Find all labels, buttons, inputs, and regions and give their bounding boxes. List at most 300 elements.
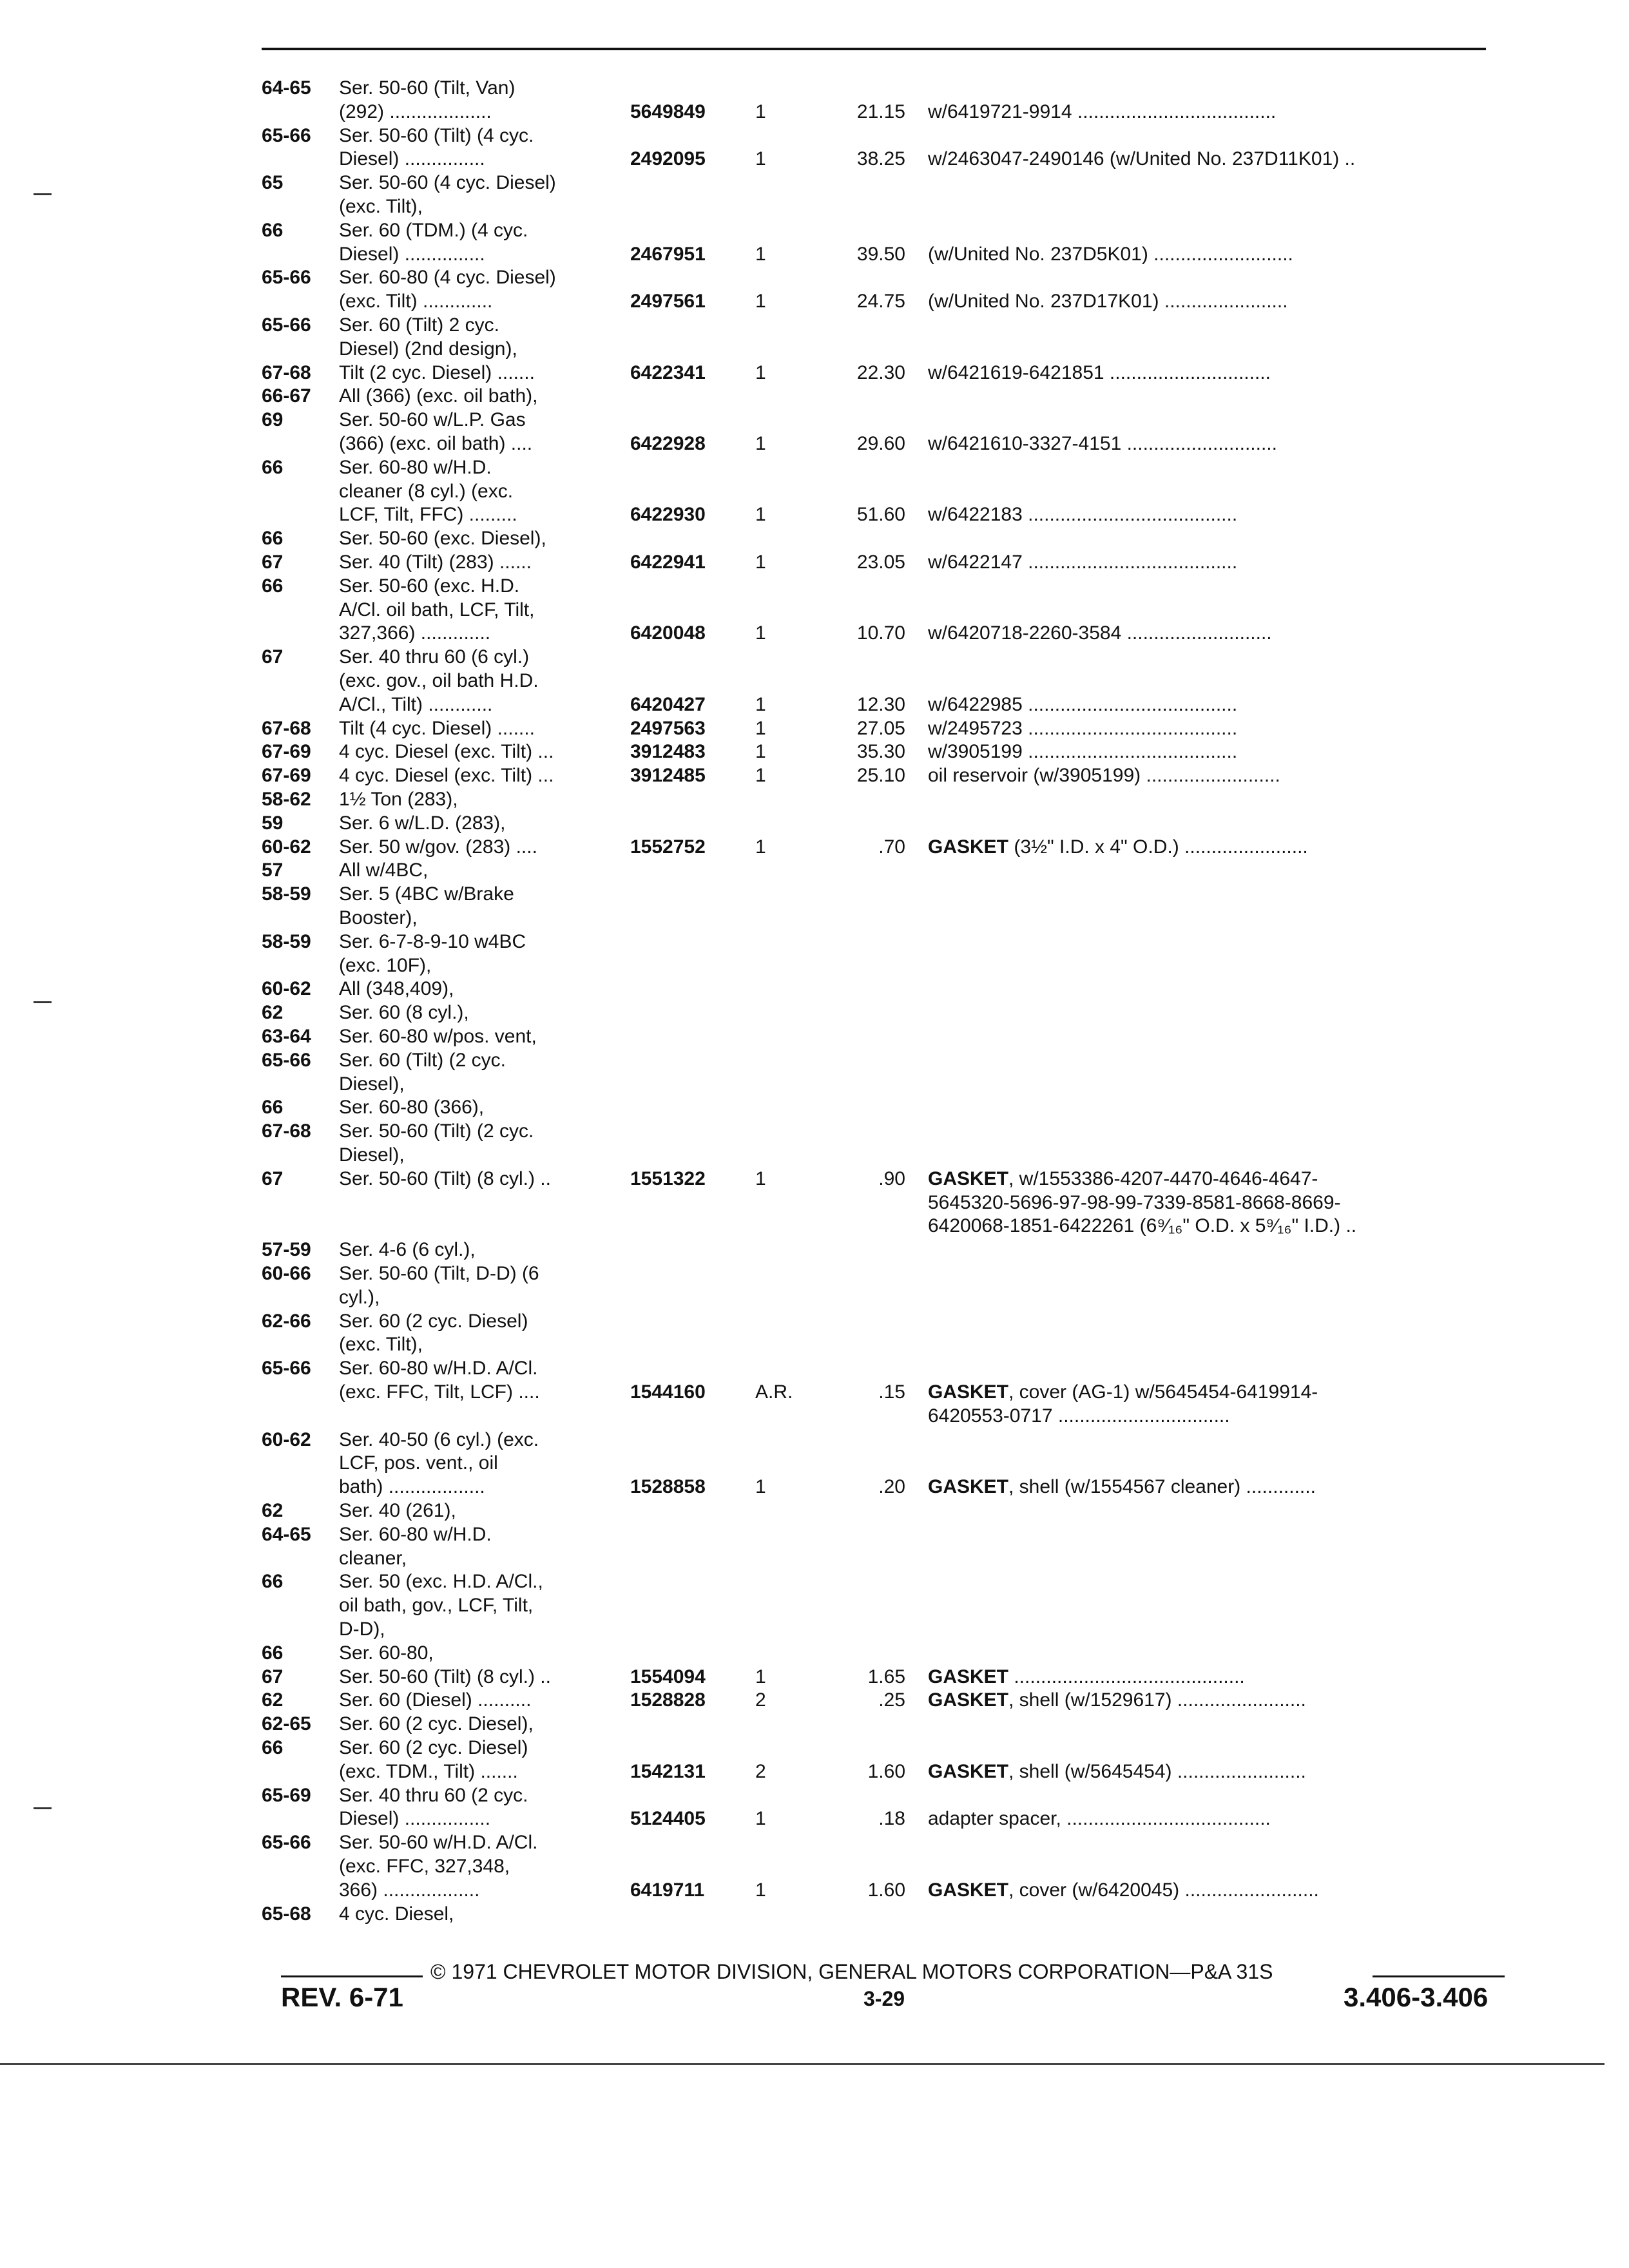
- price: 1.65: [867, 1666, 905, 1687]
- page-number: 3-29: [863, 1987, 905, 2010]
- description: (exc. Tilt),: [339, 196, 423, 217]
- description: Ser. 4-6 (6 cyl.),: [339, 1239, 476, 1261]
- item-name: GASKET: [928, 1381, 1009, 1403]
- year-range: 65-66: [262, 314, 311, 336]
- description: (exc. Tilt) .............: [339, 291, 493, 312]
- description: Ser. 40 thru 60 (2 cyc.: [339, 1784, 528, 1806]
- table-row: [0, 1380, 1629, 1404]
- year-range: 66: [262, 575, 284, 597]
- remarks: GASKET, shell (w/1554567 cleaner) .............: [928, 1476, 1316, 1498]
- quantity: 1: [755, 504, 766, 526]
- description: Ser. 50-60 (Tilt) (8 cyl.) ..: [339, 1666, 551, 1687]
- table-row: [0, 147, 1629, 171]
- price: .70: [878, 836, 905, 858]
- table-row: [0, 740, 1629, 764]
- year-range: 58-59: [262, 883, 311, 905]
- price: 38.25: [856, 148, 905, 170]
- part-number: 1554094: [630, 1666, 706, 1687]
- table-row: [0, 787, 1629, 811]
- description: (exc. TDM., Tilt) .......: [339, 1760, 518, 1782]
- table-row: [0, 1309, 1629, 1333]
- table-row: [0, 764, 1629, 787]
- table-row: [0, 479, 1629, 503]
- year-range: 59: [262, 812, 284, 834]
- remarks: w/6419721-9914 .....................................: [928, 101, 1277, 122]
- table-row: [0, 100, 1629, 124]
- year-range: 62-65: [262, 1713, 311, 1735]
- description: Ser. 50-60 (Tilt) (4 cyc.: [339, 124, 534, 146]
- description: 4 cyc. Diesel,: [339, 1903, 454, 1925]
- description: Ser. 60 (Tilt) (2 cyc.: [339, 1049, 506, 1071]
- part-number: 6420427: [630, 693, 706, 715]
- copyright-line: © 1971 CHEVROLET MOTOR DIVISION, GENERAL MOTORS CORPORATION—P&A 31S: [430, 1960, 1273, 1983]
- description: LCF, pos. vent., oil: [339, 1452, 498, 1474]
- table-row: [0, 1854, 1629, 1878]
- description: Diesel),: [339, 1144, 405, 1166]
- part-number: 1542131: [630, 1760, 706, 1782]
- remarks: (w/United No. 237D17K01) .......................: [928, 291, 1288, 312]
- quantity: 1: [755, 1808, 766, 1830]
- part-number: 3912483: [630, 741, 706, 763]
- part-number: 5124405: [630, 1808, 706, 1830]
- description: Ser. 5 (4BC w/Brake: [339, 883, 514, 905]
- year-range: 60-62: [262, 978, 311, 1000]
- table-row: [0, 1807, 1629, 1831]
- year-range: 67-69: [262, 765, 311, 787]
- year-range: 62: [262, 1689, 284, 1711]
- revision-label: REV. 6-71: [281, 1982, 403, 2012]
- year-range: 67: [262, 1168, 284, 1189]
- quantity: 1: [755, 836, 766, 858]
- description: (exc. Tilt),: [339, 1334, 423, 1356]
- price: 35.30: [856, 741, 905, 763]
- year-range: 62: [262, 1002, 284, 1024]
- description: Ser. 50-60 (Tilt, Van): [339, 77, 516, 99]
- price: 22.30: [856, 361, 905, 383]
- description: All (348,409),: [339, 978, 454, 1000]
- remarks: GASKET ...........................................: [928, 1666, 1245, 1687]
- price: .20: [878, 1476, 905, 1498]
- price: 21.15: [856, 101, 905, 122]
- description: Ser. 6-7-8-9-10 w4BC: [339, 930, 526, 952]
- year-range: 65-69: [262, 1784, 311, 1806]
- description: cyl.),: [339, 1286, 380, 1308]
- table-row: [0, 242, 1629, 266]
- table-row: [0, 1783, 1629, 1807]
- remarks: w/6421610-3327-4151 ............................: [928, 433, 1277, 454]
- description: Ser. 60-80 (366),: [339, 1097, 485, 1119]
- description: Diesel) (2nd design),: [339, 338, 517, 360]
- description: 327,366) .............: [339, 622, 491, 644]
- year-range: 69: [262, 409, 284, 431]
- year-range: 66: [262, 219, 284, 241]
- table-row: [0, 384, 1629, 408]
- description: 1½ Ton (283),: [339, 789, 458, 810]
- table-row: [0, 1570, 1629, 1593]
- table-row: [0, 289, 1629, 313]
- remarks: GASKET, w/1553386-4207-4470-4646-4647-: [928, 1168, 1318, 1189]
- table-row: [0, 218, 1629, 242]
- price: 29.60: [856, 433, 905, 454]
- year-range: 65-66: [262, 1832, 311, 1854]
- table-row: [0, 1878, 1629, 1902]
- price: .18: [878, 1808, 905, 1830]
- table-row: [0, 977, 1629, 1001]
- remarks: GASKET, shell (w/1529617) ........................: [928, 1689, 1306, 1711]
- year-range: 65: [262, 172, 284, 194]
- price: 25.10: [856, 765, 905, 787]
- part-number: 6422941: [630, 552, 706, 573]
- description: (292) ...................: [339, 101, 492, 122]
- table-row: [0, 669, 1629, 693]
- description: Ser. 60-80 w/pos. vent,: [339, 1026, 537, 1047]
- description: LCF, Tilt, FFC) .........: [339, 504, 517, 526]
- year-range: 57-59: [262, 1239, 311, 1261]
- table-row: [0, 1238, 1629, 1262]
- table-row: [0, 598, 1629, 622]
- table-row: [0, 408, 1629, 432]
- price: .15: [878, 1381, 905, 1403]
- table-row: [0, 1285, 1629, 1309]
- table-row: [0, 1001, 1629, 1024]
- price: .25: [878, 1689, 905, 1711]
- top-rule: [262, 48, 1486, 50]
- year-range: 60-62: [262, 1428, 311, 1450]
- description: Ser. 60-80 (4 cyc. Diesel): [339, 267, 556, 289]
- remarks: w/6422985 .......................................: [928, 693, 1238, 715]
- description: Ser. 50 (exc. H.D. A/Cl.,: [339, 1571, 543, 1593]
- year-range: 64-65: [262, 77, 311, 99]
- part-number: 3912485: [630, 765, 706, 787]
- table-row: [0, 1191, 1629, 1215]
- description: A/Cl., Tilt) ............: [339, 693, 493, 715]
- description: (exc. gov., oil bath H.D.: [339, 670, 539, 691]
- year-range: 66: [262, 1642, 284, 1664]
- year-range: 66: [262, 456, 284, 478]
- item-name: GASKET: [928, 1476, 1009, 1498]
- price: 1.60: [867, 1760, 905, 1782]
- table-row: [0, 337, 1629, 361]
- description: Ser. 50-60 (exc. H.D.: [339, 575, 520, 597]
- remarks: (w/United No. 237D5K01) ..........................: [928, 243, 1293, 265]
- part-number: 2497561: [630, 291, 706, 312]
- part-number: 5649849: [630, 101, 706, 122]
- item-name: GASKET: [928, 1760, 1009, 1782]
- description: Ser. 60 (TDM.) (4 cyc.: [339, 219, 528, 241]
- table-row: [0, 645, 1629, 669]
- table-row: [0, 882, 1629, 906]
- table-row: [0, 1143, 1629, 1167]
- quantity: 1: [755, 765, 766, 787]
- quantity: 1: [755, 291, 766, 312]
- table-row: [0, 1072, 1629, 1096]
- table-row: [0, 1214, 1629, 1238]
- quantity: 1: [755, 1666, 766, 1687]
- description: (exc. FFC, Tilt, LCF) ....: [339, 1381, 540, 1403]
- description: bath) ..................: [339, 1476, 485, 1498]
- year-range: 67: [262, 552, 284, 573]
- price: 27.05: [856, 717, 905, 739]
- table-row: [0, 432, 1629, 456]
- part-number: 6422928: [630, 433, 706, 454]
- description: Ser. 60 (Tilt) 2 cyc.: [339, 314, 499, 336]
- year-range: 66: [262, 1571, 284, 1593]
- description: Booster),: [339, 907, 418, 928]
- description: Tilt (4 cyc. Diesel) .......: [339, 717, 535, 739]
- table-row: [0, 1167, 1629, 1191]
- table-row: [0, 1688, 1629, 1712]
- quantity: 2: [755, 1760, 766, 1782]
- description: Ser. 60-80 w/H.D.: [339, 1523, 492, 1545]
- quantity: A.R.: [755, 1381, 793, 1403]
- table-row: [0, 124, 1629, 148]
- table-row: [0, 195, 1629, 218]
- remarks: 5645320-5696-97-98-99-7339-8581-8668-8669-: [928, 1191, 1341, 1213]
- description: All w/4BC,: [339, 860, 429, 881]
- quantity: 1: [755, 741, 766, 763]
- description: Diesel),: [339, 1073, 405, 1095]
- item-name: GASKET: [928, 836, 1009, 858]
- description: Ser. 60 (2 cyc. Diesel): [339, 1737, 528, 1758]
- description: D-D),: [339, 1619, 385, 1640]
- description: Ser. 50-60 (Tilt, D-D) (6: [339, 1263, 539, 1284]
- table-row: [0, 1499, 1629, 1523]
- table-row: [0, 313, 1629, 337]
- part-number: 6422341: [630, 361, 706, 383]
- part-number: 6419711: [630, 1879, 705, 1901]
- description: Ser. 50-60 (4 cyc. Diesel): [339, 172, 556, 194]
- part-number: 1551322: [630, 1168, 706, 1189]
- table-row: [0, 1593, 1629, 1617]
- description: Ser. 40 thru 60 (6 cyl.): [339, 646, 530, 668]
- table-row: [0, 1760, 1629, 1783]
- section-number: 3.406-3.406: [1344, 1982, 1489, 2012]
- table-row: [0, 76, 1629, 100]
- year-range: 67-69: [262, 741, 311, 763]
- remarks: GASKET, cover (w/6420045) .........................: [928, 1879, 1319, 1901]
- year-range: 60-62: [262, 836, 311, 858]
- description: (366) (exc. oil bath) ....: [339, 433, 533, 454]
- part-number: 6422930: [630, 504, 706, 526]
- quantity: 1: [755, 361, 766, 383]
- year-range: 58-59: [262, 930, 311, 952]
- year-range: 66: [262, 1737, 284, 1758]
- description: (exc. 10F),: [339, 954, 432, 976]
- part-number: 1528828: [630, 1689, 706, 1711]
- remarks: 6420068-1851-6422261 (6⁹⁄₁₆" O.D. x 5⁹⁄₁₆" I.D.) ..: [928, 1215, 1357, 1237]
- description: Diesel) ...............: [339, 243, 485, 265]
- table-row: [0, 574, 1629, 598]
- quantity: 2: [755, 1689, 766, 1711]
- table-row: [0, 1617, 1629, 1641]
- description: Tilt (2 cyc. Diesel) .......: [339, 361, 535, 383]
- description: Ser. 60 (8 cyl.),: [339, 1002, 469, 1024]
- table-row: [0, 1475, 1629, 1499]
- item-name: GASKET: [928, 1666, 1009, 1687]
- description: All (366) (exc. oil bath),: [339, 385, 538, 407]
- table-row: [0, 1024, 1629, 1048]
- year-range: 58-62: [262, 789, 311, 810]
- price: 39.50: [856, 243, 905, 265]
- description: Ser. 60-80,: [339, 1642, 434, 1664]
- item-name: GASKET: [928, 1689, 1009, 1711]
- price: 10.70: [856, 622, 905, 644]
- table-row: [0, 621, 1629, 645]
- year-range: 65-66: [262, 124, 311, 146]
- part-number: 6420048: [630, 622, 706, 644]
- quantity: 1: [755, 1168, 766, 1189]
- table-row: [0, 693, 1629, 716]
- description: Ser. 50-60 (Tilt) (2 cyc.: [339, 1120, 534, 1142]
- table-row: [0, 361, 1629, 385]
- quantity: 1: [755, 693, 766, 715]
- price: 51.60: [856, 504, 905, 526]
- description: 366) ..................: [339, 1879, 480, 1901]
- quantity: 1: [755, 552, 766, 573]
- year-range: 67: [262, 646, 284, 668]
- remarks: w/6422147 .......................................: [928, 552, 1238, 573]
- quantity: 1: [755, 148, 766, 170]
- year-range: 65-66: [262, 1049, 311, 1071]
- year-range: 66: [262, 528, 284, 550]
- table-row: [0, 1831, 1629, 1854]
- description: Ser. 40-50 (6 cyl.) (exc.: [339, 1428, 539, 1450]
- description: 4 cyc. Diesel (exc. Tilt) ...: [339, 741, 554, 763]
- price: 1.60: [867, 1879, 905, 1901]
- price: 24.75: [856, 291, 905, 312]
- table-row: [0, 1119, 1629, 1143]
- table-row: [0, 1641, 1629, 1665]
- price: 12.30: [856, 693, 905, 715]
- description: Diesel) ................: [339, 1808, 491, 1830]
- part-number: 1544160: [630, 1381, 706, 1403]
- table-row: [0, 1262, 1629, 1285]
- table-row: [0, 1404, 1629, 1428]
- part-number: 2467951: [630, 243, 706, 265]
- table-row: [0, 1428, 1629, 1452]
- description: Ser. 60 (2 cyc. Diesel),: [339, 1713, 534, 1735]
- table-row: [0, 716, 1629, 740]
- year-range: 57: [262, 860, 284, 881]
- remarks: w/2463047-2490146 (w/United No. 237D11K01) ..: [928, 148, 1356, 170]
- item-name: GASKET: [928, 1168, 1009, 1189]
- description: Ser. 60 (Diesel) ..........: [339, 1689, 532, 1711]
- remarks: w/6420718-2260-3584 ...........................: [928, 622, 1272, 644]
- table-row: [0, 858, 1629, 882]
- year-range: 66-67: [262, 385, 311, 407]
- item-name: GASKET: [928, 1879, 1009, 1901]
- description: Ser. 50-60 (exc. Diesel),: [339, 528, 546, 550]
- year-range: 67-68: [262, 717, 311, 739]
- description: Ser. 40 (Tilt) (283) ......: [339, 552, 532, 573]
- year-range: 64-65: [262, 1523, 311, 1545]
- description: oil bath, gov., LCF, Tilt,: [339, 1595, 534, 1617]
- table-row: [0, 265, 1629, 289]
- quantity: 1: [755, 101, 766, 122]
- table-row: [0, 930, 1629, 954]
- part-number: 2492095: [630, 148, 706, 170]
- table-row: [0, 1665, 1629, 1689]
- description: Ser. 60-80 w/H.D.: [339, 456, 492, 478]
- year-range: 60-66: [262, 1263, 311, 1284]
- description: Ser. 50-60 w/L.P. Gas: [339, 409, 526, 431]
- year-range: 65-66: [262, 267, 311, 289]
- year-range: 65-66: [262, 1358, 311, 1379]
- footer-right-rule: [1373, 1975, 1505, 1977]
- year-range: 67: [262, 1666, 284, 1687]
- table-row: [0, 456, 1629, 479]
- table-row: [0, 1332, 1629, 1356]
- table-row: [0, 1712, 1629, 1736]
- remarks: w/3905199 .......................................: [928, 741, 1238, 763]
- description: 4 cyc. Diesel (exc. Tilt) ...: [339, 765, 554, 787]
- year-range: 66: [262, 1097, 284, 1119]
- description: Diesel) ...............: [339, 148, 485, 170]
- remarks: 6420553-0717 ................................: [928, 1405, 1230, 1427]
- year-range: 67-68: [262, 361, 311, 383]
- table-row: [0, 1902, 1629, 1926]
- price: 23.05: [856, 552, 905, 573]
- remarks: w/6421619-6421851 ..............................: [928, 361, 1271, 383]
- table-row: [0, 1048, 1629, 1072]
- year-range: 62-66: [262, 1310, 311, 1332]
- table-row: [0, 1523, 1629, 1546]
- table-row: [0, 1546, 1629, 1570]
- year-range: 65-68: [262, 1903, 311, 1925]
- description: Ser. 60 (2 cyc. Diesel): [339, 1310, 528, 1332]
- quantity: 1: [755, 243, 766, 265]
- description: Ser. 60-80 w/H.D. A/Cl.: [339, 1358, 538, 1379]
- description: Ser. 50-60 w/H.D. A/Cl.: [339, 1832, 538, 1854]
- quantity: 1: [755, 433, 766, 454]
- table-row: [0, 835, 1629, 859]
- year-range: 67-68: [262, 1120, 311, 1142]
- bottom-rule: [0, 2063, 1605, 2065]
- quantity: 1: [755, 1879, 766, 1901]
- description: Ser. 50 w/gov. (283) ....: [339, 836, 537, 858]
- quantity: 1: [755, 622, 766, 644]
- price: .90: [878, 1168, 905, 1189]
- remarks: w/2495723 .......................................: [928, 717, 1238, 739]
- quantity: 1: [755, 717, 766, 739]
- table-row: [0, 1095, 1629, 1119]
- remarks: w/6422183 .......................................: [928, 504, 1238, 526]
- year-range: 62: [262, 1500, 284, 1521]
- table-row: [0, 526, 1629, 550]
- remarks: GASKET, cover (AG-1) w/5645454-6419914-: [928, 1381, 1318, 1403]
- table-row: [0, 811, 1629, 835]
- description: Ser. 6 w/L.D. (283),: [339, 812, 506, 834]
- table-row: [0, 1451, 1629, 1475]
- table-row: [0, 171, 1629, 195]
- table-row: [0, 1736, 1629, 1760]
- description: Ser. 50-60 (Tilt) (8 cyl.) ..: [339, 1168, 551, 1189]
- footer-left-rule: [281, 1975, 423, 1977]
- part-number: 2497563: [630, 717, 706, 739]
- remarks: GASKET, shell (w/5645454) ........................: [928, 1760, 1306, 1782]
- table-row: [0, 503, 1629, 526]
- description: cleaner (8 cyl.) (exc.: [339, 480, 514, 502]
- description: A/Cl. oil bath, LCF, Tilt,: [339, 599, 535, 620]
- table-row: [0, 550, 1629, 574]
- description: (exc. FFC, 327,348,: [339, 1856, 510, 1877]
- remarks: oil reservoir (w/3905199) .........................: [928, 765, 1280, 787]
- table-row: [0, 1356, 1629, 1380]
- table-row: [0, 906, 1629, 930]
- quantity: 1: [755, 1476, 766, 1498]
- remarks: adapter spacer, ......................................: [928, 1808, 1271, 1830]
- remarks: GASKET (3½" I.D. x 4" O.D.) .......................: [928, 836, 1308, 858]
